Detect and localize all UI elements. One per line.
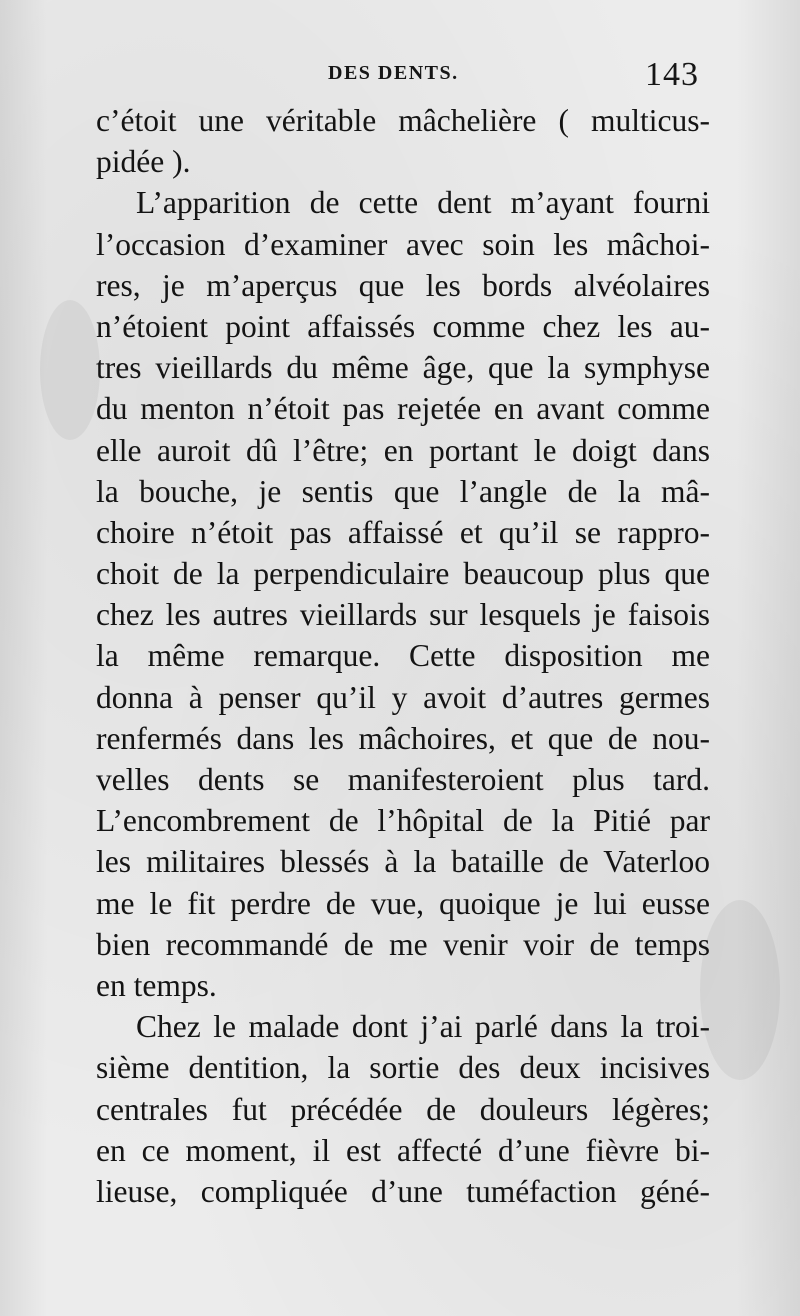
paper-stain <box>700 900 780 1080</box>
text-line: en temps. <box>96 967 217 1003</box>
text-line: la bouche, je sentis que l’angle de la mâ- <box>96 473 710 509</box>
page-number: 143 <box>645 56 699 93</box>
text-line: sième dentition, la sortie des deux incisives <box>96 1050 710 1086</box>
text-line: L’encombrement de l’hôpital de la Pitié par <box>96 803 710 839</box>
text-line: velles dents se manifesteroient plus tard. <box>96 762 710 797</box>
text-line: lieuse, compliquée d’une tuméfaction géné- <box>96 1173 710 1209</box>
text-line: Chez le malade dont j’ai parlé dans la troi- <box>136 1009 710 1045</box>
text-line: donna à penser qu’il y avoit d’autres germes <box>96 679 710 715</box>
body-text <box>96 100 710 1212</box>
text-line: choit de la perpendiculaire beaucoup plus que <box>96 556 710 592</box>
text-line: me le fit perdre de vue, quoique je lui eusse <box>96 885 710 921</box>
text-line: bien recommandé de me venir voir de temps <box>96 926 710 962</box>
running-title: DES DENTS. <box>328 62 459 84</box>
text-line: du menton n’étoit pas rejetée en avant comme <box>96 391 710 427</box>
text-line: res, je m’aperçus que les bords alvéolaires <box>96 267 710 303</box>
text-line: L’apparition de cette dent m’ayant fourni <box>136 185 710 221</box>
text-line: c’étoit une véritable mâchelière ( multicus- <box>96 103 710 138</box>
text-line: la même remarque. Cette disposition me <box>96 638 710 674</box>
text-line: l’occasion d’examiner avec soin les mâchoi- <box>96 226 710 262</box>
paper-stain <box>40 300 100 440</box>
text-line: pidée ). <box>96 144 191 180</box>
text-line: elle auroit dû l’être; en portant le doigt dans <box>96 432 710 468</box>
text-line: n’étoient point affaissés comme chez les au- <box>96 308 710 344</box>
text-line: en ce moment, il est affecté d’une fièvre bi- <box>96 1132 710 1168</box>
text-line: tres vieillards du même âge, que la symphyse <box>96 350 710 386</box>
text-line: chez les autres vieillards sur lesquels je faisois <box>96 597 710 633</box>
running-head <box>0 58 800 98</box>
text-line: les militaires blessés à la bataille de Vaterloo <box>96 844 710 880</box>
text-line: centrales fut précédée de douleurs légères; <box>96 1091 710 1127</box>
text-line: choire n’étoit pas affaissé et qu’il se rappro- <box>96 514 710 550</box>
text-line: renfermés dans les mâchoires, et que de nou- <box>96 720 710 756</box>
